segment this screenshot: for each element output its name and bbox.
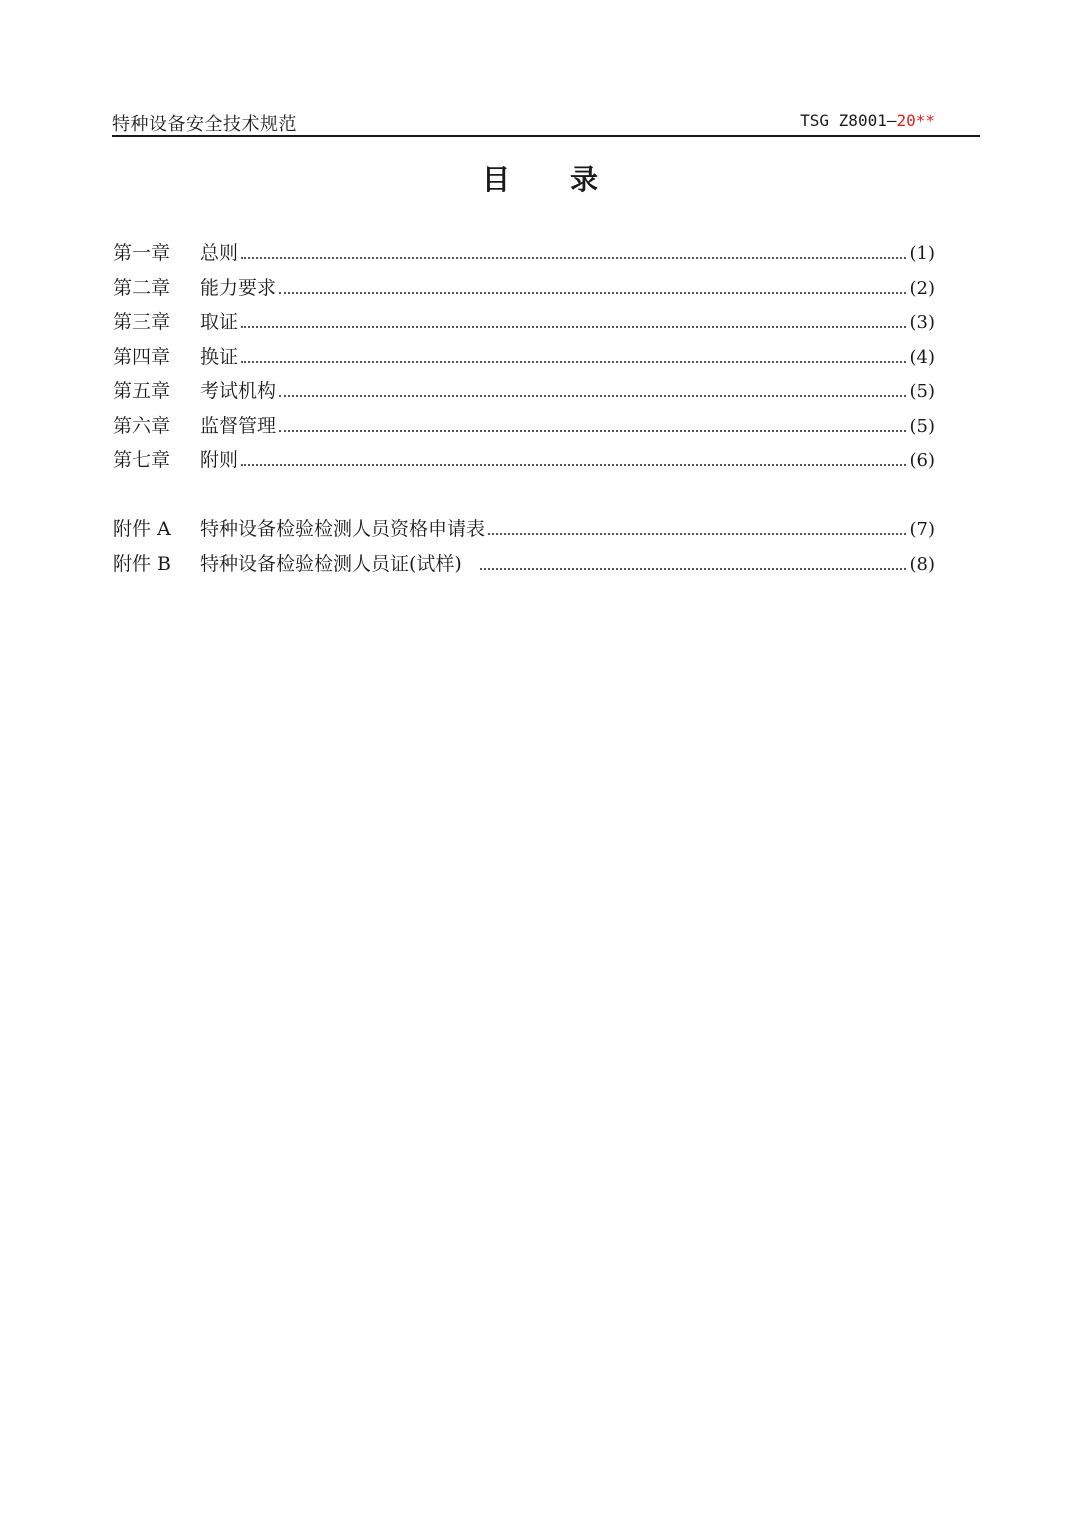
toc-entry-appendix-b[interactable] [113,549,935,584]
toc-entry-label: 第三章 [113,311,171,333]
toc-entry-chapter-6[interactable] [113,411,935,446]
toc-leader-dots [279,395,905,397]
toc-entry-name: 取证 [200,311,239,333]
toc-entry-chapter-4[interactable] [113,342,935,377]
toc-entry-appendix-a[interactable] [113,514,935,549]
toc-entry-label: 第一章 [113,242,171,264]
toc-entry-label: 第二章 [113,276,171,299]
toc-entry-chapter-3[interactable] [113,307,935,342]
toc-entry-label: 附件 A [113,518,171,540]
toc-entry-name: 特种设备检验检测人员资格申请表 [200,518,486,540]
toc-entry-page: (3) [909,312,935,333]
toc-entry-page: (7) [909,519,935,540]
toc-chapter-list [113,238,935,480]
toc-entry-label: 第四章 [113,345,171,368]
toc-entry-page: (5) [909,381,935,402]
toc-entry-name: 附则 [200,449,239,471]
toc-leader-dots [241,326,905,328]
toc-appendix-list [113,514,935,583]
toc-entry-page: (2) [909,277,935,299]
toc-leader-dots [488,533,905,535]
toc-title: 目录 [481,163,658,196]
header-divider [112,135,980,137]
toc-entry-chapter-5[interactable] [113,376,935,411]
toc-entry-page: (6) [909,450,935,471]
toc-entry-page: (8) [909,553,935,575]
toc-entry-name: 换证 [200,345,239,368]
toc-entry-chapter-1[interactable] [113,238,935,273]
toc-entry-page: (5) [909,415,935,437]
toc-entry-label: 第六章 [113,414,171,437]
toc-entry-chapter-7[interactable] [113,445,935,480]
header-code-year: 20** [896,111,935,130]
toc-entry-label: 第七章 [113,449,171,471]
header-spec-title: 特种设备安全技术规范 [112,114,297,135]
toc-entry-chapter-2[interactable] [113,273,935,308]
toc-entry-page: (4) [909,346,935,368]
toc-entry-name: 总则 [200,242,239,264]
toc-entry-label: 第五章 [113,380,171,402]
toc-leader-dots [241,464,905,466]
toc-leader-dots [480,568,906,570]
toc-entry-page: (1) [909,243,935,264]
toc-leader-dots [279,430,905,432]
toc-leader-dots [279,292,905,294]
toc-entry-name: 特种设备检验检测人员证(试样) [200,552,462,575]
toc-entry-name: 监督管理 [200,414,277,437]
page-header [112,106,979,136]
header-code-prefix: TSG Z8001— [800,111,897,130]
toc-entry-label: 附件 B [113,552,172,575]
toc-entry-name: 考试机构 [200,380,277,402]
toc-leader-dots [241,257,905,259]
toc-leader-dots [241,361,905,363]
toc-entry-name: 能力要求 [200,276,277,299]
header-standard-code [800,111,935,130]
